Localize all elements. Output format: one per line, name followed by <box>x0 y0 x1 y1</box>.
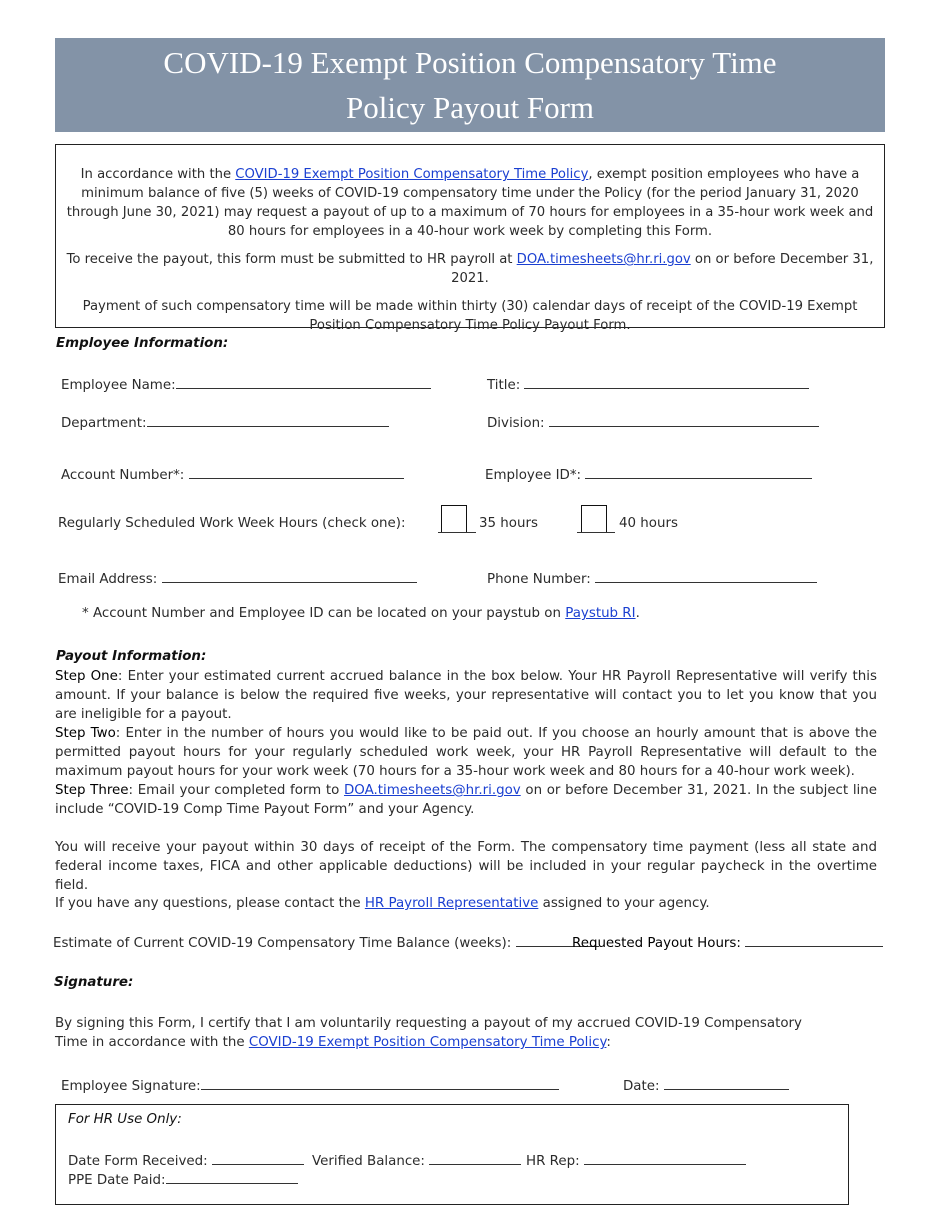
signature-date-line[interactable] <box>664 1075 789 1090</box>
signature-heading: Signature: <box>54 975 134 990</box>
hr-use-box <box>55 1104 849 1205</box>
paystub-note: * Account Number and Employee ID can be located on your paystub on Paystub RI. <box>82 606 640 621</box>
verified-balance-field[interactable]: Verified Balance: <box>312 1150 521 1169</box>
certify-paragraph: By signing this Form, I certify that I am voluntarily requesting a payout of my accrued COVID-19 Compensatory Time in accordance with the COVID-19 Exempt Position Compensatory Time Policy: <box>55 1016 802 1050</box>
phone-number-line[interactable] <box>595 568 817 583</box>
form-title-banner <box>55 38 885 132</box>
policy-link[interactable]: COVID-19 Exempt Position Compensatory Time Policy <box>235 167 589 182</box>
verified-balance-line[interactable] <box>429 1150 521 1165</box>
title-line[interactable] <box>524 374 809 389</box>
email-address-field[interactable]: Email Address: <box>58 568 417 587</box>
account-number-field[interactable]: Account Number*: <box>61 464 404 483</box>
option-35-hours-label: 35 hours <box>479 516 538 531</box>
requested-hours-field[interactable]: Requested Payout Hours: <box>572 932 883 951</box>
work-week-hours-label: Regularly Scheduled Work Week Hours (check one): <box>58 516 406 531</box>
employee-id-line[interactable] <box>585 464 812 479</box>
hr-rep-field[interactable]: HR Rep: <box>526 1150 746 1169</box>
hr-rep-line[interactable] <box>584 1150 746 1165</box>
account-number-line[interactable] <box>189 464 404 479</box>
intro-paragraph-2: To receive the payout, this form must be submitted to HR payroll at DOA.timesheets@hr.ri.gov on or before December 31, 2021. <box>66 252 874 286</box>
division-field[interactable]: Division: <box>487 412 819 431</box>
division-line[interactable] <box>549 412 819 427</box>
step-three-paragraph: Step Three: Email your completed form to DOA.timesheets@hr.ri.gov on or before December 31, 2021. In the subject line include “COVID-19 Comp Time Payout Form” and your Agency. <box>55 783 877 817</box>
hr-use-heading: For HR Use Only: <box>68 1112 182 1127</box>
timesheets-email-link[interactable]: DOA.timesheets@hr.ri.gov <box>516 252 691 267</box>
step-three-email-link[interactable]: DOA.timesheets@hr.ri.gov <box>343 783 521 798</box>
email-address-line[interactable] <box>162 568 417 583</box>
questions-paragraph: If you have any questions, please contact the HR Payroll Representative assigned to your agency. <box>55 896 710 911</box>
phone-number-field[interactable]: Phone Number: <box>487 568 817 587</box>
step-one-paragraph: Step One: Enter your estimated current accrued balance in the box below. Your HR Payroll Representative will verify this amount. If your balance is below the required five weeks, your representative will contact you to let you know that you are ineligible for a payout. <box>55 669 877 722</box>
employee-id-field[interactable]: Employee ID*: <box>485 464 812 483</box>
date-received-line[interactable] <box>212 1150 304 1165</box>
employee-name-line[interactable] <box>176 374 431 389</box>
step-three-label: Step Three <box>55 783 129 798</box>
employee-signature-line[interactable] <box>201 1075 559 1090</box>
ppe-date-paid-line[interactable] <box>166 1169 298 1184</box>
option-40-hours-label: 40 hours <box>619 516 678 531</box>
requested-hours-line[interactable] <box>745 932 883 947</box>
paystub-ri-link[interactable]: Paystub RI <box>565 606 636 621</box>
signature-date-field[interactable]: Date: <box>623 1075 789 1094</box>
form-title-line-2: Policy Payout Form <box>345 90 594 125</box>
employee-signature-field[interactable]: Employee Signature: <box>61 1075 559 1094</box>
checkbox-35-hours[interactable] <box>441 505 467 532</box>
step-one-label: Step One <box>55 669 118 684</box>
intro-paragraph-3: Payment of such compensatory time will be made within thirty (30) calendar days of receipt of the COVID-19 Exempt Position Compensatory Time Policy Payout Form. <box>82 299 858 333</box>
employee-name-field[interactable]: Employee Name: <box>61 374 431 393</box>
hr-payroll-rep-link[interactable]: HR Payroll Representative <box>364 896 539 911</box>
date-received-field[interactable]: Date Form Received: <box>68 1150 304 1169</box>
certify-policy-link[interactable]: COVID-19 Exempt Position Compensatory Time Policy <box>248 1035 607 1050</box>
step-two-paragraph: Step Two: Enter in the number of hours you would like to be paid out. If you choose an hourly amount that is above the permitted payout hours for your regularly scheduled work week, your HR Payroll Representative will default to the maximum payout hours for your work week (70 hours for a 35-hour work week and 80 hours for a 40-hour work week). <box>55 726 877 779</box>
checkbox-35-underline <box>438 532 476 533</box>
employee-info-heading: Employee Information: <box>56 336 229 351</box>
checkbox-40-hours[interactable] <box>581 505 607 532</box>
department-line[interactable] <box>147 412 389 427</box>
ppe-date-paid-field[interactable]: PPE Date Paid: <box>68 1169 298 1188</box>
intro-box <box>55 144 885 333</box>
payout-receipt-paragraph: You will receive your payout within 30 days of receipt of the Form. The compensatory time payment (less all state and federal income taxes, FICA and other applicable deductions) will be included in your regular paycheck in the overtime field. <box>55 840 877 893</box>
estimate-balance-field[interactable]: Estimate of Current COVID-19 Compensatory Time Balance (weeks): <box>53 932 599 951</box>
checkbox-40-underline <box>577 532 615 533</box>
payout-info-heading: Payout Information: <box>56 649 207 664</box>
department-field[interactable]: Department: <box>61 412 389 431</box>
intro-paragraph-1: In accordance with the COVID-19 Exempt Position Compensatory Time Policy, exempt position employees who have a minimum balance of five (5) weeks of COVID-19 compensatory time under the Policy (for the period January 31, 2020 through June 30, 2021) may request a payout of up to a maximum of 70 hours for employees in a 35-hour work week and 80 hours for employees in a 40-hour work week by completing this Form. <box>66 167 874 239</box>
title-field[interactable]: Title: <box>487 374 809 393</box>
form-title-line-1: COVID-19 Exempt Position Compensatory Time <box>163 45 777 80</box>
step-two-label: Step Two <box>55 726 116 741</box>
